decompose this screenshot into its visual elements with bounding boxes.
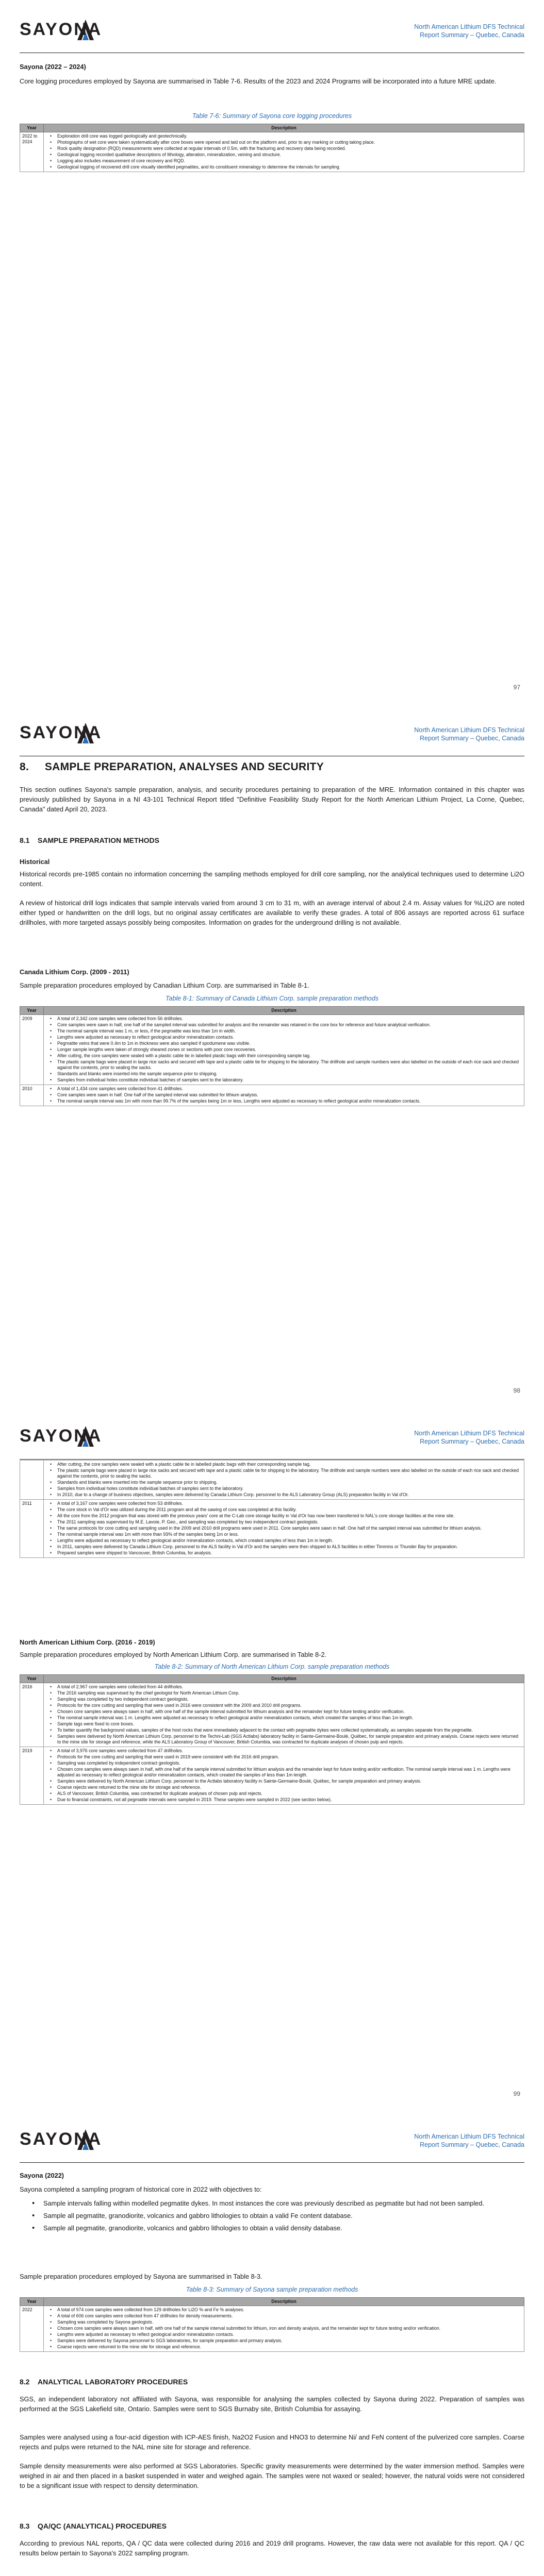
list-item: • Standards and blanks were inserted into the sample sequence prior to shipping. <box>46 1071 522 1077</box>
table-row <box>20 132 524 172</box>
list-item: • Samples from individual holes constitute individual batches of samples sent to the laboratory. <box>46 1077 522 1083</box>
heading-historical: Historical <box>20 858 50 866</box>
section-8-1-title: 8.1 SAMPLE PREPARATION METHODS <box>20 836 159 844</box>
list-item: • Exploration drill core was logged geologically and geotechnically. <box>46 133 522 139</box>
list-item: • In 2010, due to a change of business objectives, samples were delivered by Canada Lithium Corp. personnel to the ALS Laboratory Group (ALS) preparation facility in Val d'Or. <box>46 1492 522 1498</box>
list-item: • Logging also includes measurement of core recovery and RQD. <box>46 158 522 164</box>
list-item: • Samples from individual holes constitute individual batches of samples sent to the laboratory. <box>46 1486 522 1492</box>
page-number: 97 <box>513 684 520 691</box>
sayona-logo <box>20 18 133 43</box>
list-item: • Chosen core samples were always sawn in half, with one half of the sample interval submitted for lithium, iron and density analysis, and the remainder kept for future testing and/or verification. <box>46 2326 522 2331</box>
list-item: • Lengths were adjusted as necessary to reflect geological and/or mineralization contacts. <box>46 1035 522 1040</box>
table-caption: Table 8-1: Summary of Canada Lithium Corp. sample preparation methods <box>166 995 378 1002</box>
s83-para-1: According to previous NAL reports, QA / QC data were collected during 2016 and 2019 drill programs. However, the raw data were not available for this report. QA / QC results below pertain to Sayona's 2022 sampling program. <box>20 2539 524 2557</box>
col-year: Year <box>20 2298 44 2306</box>
table-8-2 <box>20 1674 524 1805</box>
page-97 <box>0 0 544 703</box>
section-8-2-title: 8.2 ANALYTICAL LABORATORY PROCEDURES <box>20 2378 188 2386</box>
list-item: • Sampling was completed by independent contract geologists. <box>46 1760 522 1766</box>
nal-paragraph: Sample preparation procedures employed by North American Lithium Corp. are summarised in Table 8-2. <box>20 1651 327 1658</box>
logo-wordmark: SAYONA <box>20 1426 103 1446</box>
list-item: • Sampling was completed by two independent contract geologists. <box>46 1697 522 1702</box>
paragraph: Core logging procedures employed by Sayona are summarised in Table 7-6. Results of the 2023 and 2024 Programs will be incorporated into a future MRE update. <box>20 77 497 85</box>
heading-canada-lithium: Canada Lithium Corp. (2009 - 2011) <box>20 968 129 976</box>
list-item: • The 2011 sampling was supervised by M.E. Lavoie, P. Geo., and sampling was completed by two independent contract geologists. <box>46 1519 522 1525</box>
col-description: Description <box>44 2298 524 2306</box>
report-title: North American Lithium DFS Technical Report Summary – Quebec, Canada <box>414 2133 524 2148</box>
table-row <box>20 1015 524 1085</box>
table-row <box>20 2306 524 2352</box>
list-item: • Samples were delivered by North American Lithium Corp. personnel to the Actlabs laboratory facility in Sainte-Germaine-Boulé, Québec, for sample preparation and primary analysis. <box>46 1778 522 1784</box>
list-item: • Chosen core samples were always sawn in half, with one half of the sample interval submitted for lithium analysis and the remainder kept for future testing and/or verification. <box>46 1709 522 1715</box>
list-item: • The plastic sample bags were placed in large rice sacks and secured with tape and a plastic cable tie for shipping to the laboratory. The drillhole and sample numbers were also labelled on the outside of each rice sack and checked against the contents, prior to sealing the sacks. <box>46 1059 522 1071</box>
col-year: Year <box>20 1007 44 1015</box>
table-row <box>20 1085 524 1106</box>
intro-paragraph: Sayona completed a sampling program of historical core in 2022 with objectives to: <box>20 2185 262 2193</box>
list-item: • The nominal sample interval was 1m with more than 99.7% of the samples being 1m or less. Lengths were adjusted as necessary to reflect geological and/or mineralization contacts. <box>46 1098 522 1104</box>
list-item: • Core samples were sawn in half, one half of the sampled interval was submitted for analysis and the remainder was retained in the core box for reference and future analytical verification. <box>46 1022 522 1028</box>
list-item: • A total of 3,167 core samples were collected from 53 drillholes. <box>46 1501 522 1506</box>
list-item: • Coarse rejects were returned to the mine site for storage and reference. <box>46 1785 522 1790</box>
list-item: • A total of 606 core samples were collected from 47 drillholes for density measurements. <box>46 2313 522 2319</box>
heading-nal-corp: North American Lithium Corp. (2016 - 2019) <box>20 1638 155 1646</box>
list-item: • A total of 2,342 core samples were collected from 56 drillholes. <box>46 1016 522 1022</box>
row-year: 2019 <box>20 1747 44 1805</box>
list-item: • Sample all pegmatite, granodiorite, volcanics and gabbro lithologies to obtain a valid Fe content database. <box>32 2211 524 2221</box>
paragraph: Sample preparation procedures employed by Sayona are summarised in Table 8-3. <box>20 2273 262 2280</box>
list-item: • A total of 974 core samples were collected from 129 drillholes for Li2O % and Fe % analyses. <box>46 2307 522 2313</box>
list-item: • The plastic sample bags were placed in large rice sacks and secured with tape and a plastic cable tie for shipping to the laboratory. The drillhole and sample numbers were also labelled on the outside of each rice sack and checked against the contents, prior to sealing the sacks. <box>46 1468 522 1479</box>
list-item: • Standards and blanks were inserted into the sample sequence prior to shipping. <box>46 1480 522 1485</box>
list-item: • Sample all pegmatite, granodiorite, volcanics and gabbro lithologies to obtain a valid density database. <box>32 2223 524 2233</box>
list-item: • Prepared samples were shipped to Vancouver, British Columbia, for analysis. <box>46 1550 522 1556</box>
list-item: • Geological logging of recovered drill core visually identified pegmatites, and its constituent mineralogy to determine the intervals for sampling. <box>46 164 522 170</box>
list-item: • Core samples were sawn in half. One half of the sampled interval was submitted for lithium analysis. <box>46 1092 522 1098</box>
list-item: • The same protocols for core cutting and sampling used in the 2009 and 2010 drill programs were used in 2011. Core samples were sawn in half. One half of the sampled interval was submitted for lithium analysis. <box>46 1526 522 1531</box>
list-item: • Samples were delivered by Sayona personnel to SGS laboratories, for sample preparation and primary analysis. <box>46 2338 522 2344</box>
row-year: 2022 to 2024 <box>20 132 44 172</box>
report-title: North American Lithium DFS Technical Report Summary – Quebec, Canada <box>414 23 524 39</box>
header-rule <box>20 1459 524 1460</box>
historical-para-2: A review of historical drill logs indicates that sample intervals varied from around 3 cm to 31 m, with an average interval of about 2.4 m. Assay values for %Li2O are noted either typed or handwritten on the drill logs, but no original assay certificates are available to verify these grades. A total of 806 assays are reported across 61 surface drillholes, with more targeted assays possibly being composites. Information on grades for the underground drilling is not available. <box>20 899 524 926</box>
page-98 <box>0 703 544 1406</box>
page-100 <box>0 2110 544 2576</box>
report-title: North American Lithium DFS Technical Report Summary – Quebec, Canada <box>414 1430 524 1445</box>
list-item: • A total of 1,434 core samples were collected from 41 drillholes. <box>46 1086 522 1092</box>
list-item: • The nominal sample interval was 1 m. Lengths were adjusted as necessary to reflect geological and/or mineralization contacts, which created the samples of less than 1m length. <box>46 1715 522 1721</box>
list-item: • After cutting, the core samples were sealed with a plastic cable tie in labelled plastic bags with their corresponding sample tag. <box>46 1462 522 1467</box>
list-item: • Rock quality designation (RQD) measurements were collected at regular intervals of 0.5m, with the fracturing and recovery data being recorded. <box>46 146 522 151</box>
row-year: 2016 <box>20 1683 44 1747</box>
s82-para-1: SGS, an independent laboratory not affiliated with Sayona, was responsible for analysing the samples collected by Sayona during 2022. Preparation of samples was performed at the SGS Lakefield site, Ontario. Samples were sent to SGS Burnaby site, British Columbia for assaying. <box>20 2395 524 2413</box>
col-year: Year <box>20 1675 44 1683</box>
clc-paragraph: Sample preparation procedures employed by Canadian Lithium Corp. are summarised in Table 8-1. <box>20 981 309 989</box>
sayona-logo <box>20 2127 133 2153</box>
table-8-1 <box>20 1006 524 1106</box>
list-item: • Samples were delivered by North American Lithium Corp. personnel to the Techni-Lab (SGS Actlabs) laboratory facility in Sainte-Germaine-Boulé, Québec, for sample preparation and primary analysis. Coarse rejects were returned to the mine site for storage and reference, while the ALS Laboratory Group of Vancouver, British Columbia, was contracted for duplicate analyses of chosen pulp and rejects. <box>46 1734 522 1745</box>
objectives-list <box>20 2198 524 2235</box>
report-title: North American Lithium DFS Technical Report Summary – Quebec, Canada <box>414 726 524 742</box>
row-year: 2022 <box>20 2306 44 2352</box>
table-caption: Table 7-6: Summary of Sayona core logging procedures <box>192 112 352 120</box>
col-description: Description <box>44 1675 524 1683</box>
page-99 <box>0 1406 544 2110</box>
row-year: 2010 <box>20 1085 44 1106</box>
s82-para-3: Sample density measurements were also performed at SGS Laboratories. Specific gravity measurements were determined by the water immersion method. Samples were weighed in air and then placed in a basket suspended in water and weighed again. The samples were not waxed or sealed; however, the natural voids were not considered to be a significant issue with respect to density determination. <box>20 2462 524 2489</box>
logo-wordmark: SAYONA <box>20 20 103 39</box>
table-8-3 <box>20 2297 524 2352</box>
section-8-title: 8. SAMPLE PREPARATION, ANALYSES AND SECURITY <box>20 761 324 773</box>
list-item: • Coarse rejects were returned to the mine site for storage and reference. <box>46 2344 522 2350</box>
list-item: • Protocols for the core cutting and sampling that were used in 2019 were consistent with the 2016 drill program. <box>46 1754 522 1760</box>
page-number: 98 <box>513 1387 520 1394</box>
col-description: Description <box>44 1007 524 1015</box>
page-header <box>20 716 524 752</box>
sayona-logo <box>20 721 133 747</box>
list-item: • Photographs of wet core were taken systematically after core boxes were opened and laid out on the platform and, prior to any marking or cutting taking place. <box>46 140 522 145</box>
page-number: 99 <box>513 2090 520 2097</box>
historical-para-1: Historical records pre-1985 contain no information concerning the sampling methods employed for drill core sampling, nor the analytical techniques used to determine Li2O content. <box>20 870 524 888</box>
list-item: • Protocols for the core cutting and sampling that were used in 2016 were consistent with the 2009 and 2010 drill programs. <box>46 1703 522 1708</box>
table-caption: Table 8-2: Summary of North American Lithium Corp. sample preparation methods <box>154 1663 390 1670</box>
section-8-3-title: 8.3 QA/QC (ANALYTICAL) PROCEDURES <box>20 2522 167 2530</box>
list-item: • All the core from the 2012 program that was stored with the previous years' core at the C-Lab core storage facility in Val d'Or has now been transferred to NAL's core storage facilities at the mine site. <box>46 1513 522 1519</box>
heading-sayona-2022-2024: Sayona (2022 – 2024) <box>20 63 86 71</box>
list-item: • Chosen core samples were always sawn in half, with one half of the sample interval submitted for lithium analysis and the remainder kept for future testing and/or verification. The nominal sample interval was 1 m. Lengths were adjusted as necessary to reflect geological and/or mineralization contacts, which created the samples of less than 1m length. <box>46 1767 522 1778</box>
page-header <box>20 1419 524 1455</box>
logo-wordmark: SAYONA <box>20 723 103 742</box>
list-item: • A total of 2,967 core samples were collected from 44 drillholes. <box>46 1684 522 1690</box>
list-item: • Geological logging recorded qualitative descriptions of lithology, alteration, mineralization, veining and structure. <box>46 152 522 158</box>
table-row <box>20 1500 524 1558</box>
list-item: • After cutting, the core samples were sealed with a plastic cable tie in labelled plastic bags with their corresponding sample tag. <box>46 1053 522 1059</box>
s82-para-2: Samples were analysed using a four-acid digestion with ICP-AES finish, Na2O2 Fusion and HNO3 to determine Ni/ and FeN content of the pulverized core samples. Coarse rejects and pulps were returned to the NAL mine site for storage and reference. <box>20 2433 524 2451</box>
row-year: 2011 <box>20 1500 44 1558</box>
section-8-intro: This section outlines Sayona's sample preparation, analysis, and security procedures pertaining to preparation of the MRE. Information contained in this chapter was previously published by Sayona in a NI 43-101 Technical Report titled "Definitive Feasibility Study Report for the North American Lithium Project, La Corne, Quebec, Canada" dated April 20, 2023. <box>20 786 524 813</box>
row-year: 2009 <box>20 1015 44 1085</box>
list-item: • Longer sample lengths were taken of strongly sheared zones or sections with poor core recoveries. <box>46 1047 522 1053</box>
table-7-6 <box>20 124 524 172</box>
list-item: • A total of 3,976 core samples were collected from 47 drillholes. <box>46 1748 522 1754</box>
list-item: • Sample intervals falling within modelled pegmatite dykes. In most instances the core was previously described as pegmatite but had not been sampled. <box>32 2198 524 2208</box>
table-row <box>20 1461 524 1500</box>
list-item: • Lengths were adjusted as necessary to reflect geological and/or mineralization contacts. <box>46 2332 522 2337</box>
list-item: • Sampling was completed by Sayona geologists. <box>46 2319 522 2325</box>
list-item: • ALS of Vancouver, British Columbia, was contracted for duplicate analyses of chosen pulp and rejects. <box>46 1791 522 1797</box>
list-item: • To better quantify the background values, samples of the host rocks that were immediately adjacent to the contact with pegmatite dykes were collected systematically, as samples separate from the pegmatite. <box>46 1727 522 1733</box>
list-item: • The nominal sample interval was 1 m, or less, if the pegmatite was less than 1m in width. <box>46 1028 522 1034</box>
list-item: • Pegmatite veins that were 0.4m to 1m in thickness were also sampled if spodumene was visible. <box>46 1041 522 1046</box>
list-item: • In 2011, samples were delivered by Canada Lithium Corp. personnel to the ALS facility in Val d'Or and the samples were then shipped to ALS facilities in either Timmins or Thunder Bay for preparation. <box>46 1544 522 1550</box>
sayona-logo <box>20 1424 133 1450</box>
logo-wordmark: SAYONA <box>20 2129 103 2149</box>
list-item: • The nominal sample interval was 1m with more than 93% of the samples being 1m or less. <box>46 1532 522 1537</box>
col-description: Description <box>44 124 524 132</box>
page-header <box>20 2122 524 2158</box>
list-item: • The 2016 sampling was supervised by the chief geologist for North American Lithium Corp. <box>46 1690 522 1696</box>
page-header <box>20 12 524 48</box>
col-year: Year <box>20 124 44 132</box>
table-caption: Table 8-3: Summary of Sayona sample preparation methods <box>186 2286 358 2293</box>
table-row <box>20 1747 524 1805</box>
heading-sayona-2022: Sayona (2022) <box>20 2172 64 2179</box>
table-row <box>20 1683 524 1747</box>
table-8-1-continued <box>20 1460 524 1558</box>
list-item: • Sample tags were fixed to core boxes. <box>46 1721 522 1727</box>
list-item: • Lengths were adjusted as necessary to reflect geological and/or mineralization contacts, which created samples of less than 1m in length. <box>46 1538 522 1544</box>
header-rule <box>20 2162 524 2163</box>
list-item: • The core stock in Val d'Or was utilized during the 2011 program and all the sawing of core was completed at this facility. <box>46 1507 522 1513</box>
list-item: • Due to financial constraints, not all pegmatite intervals were sampled in 2019. These samples were sampled in 2022 (see section below). <box>46 1797 522 1803</box>
